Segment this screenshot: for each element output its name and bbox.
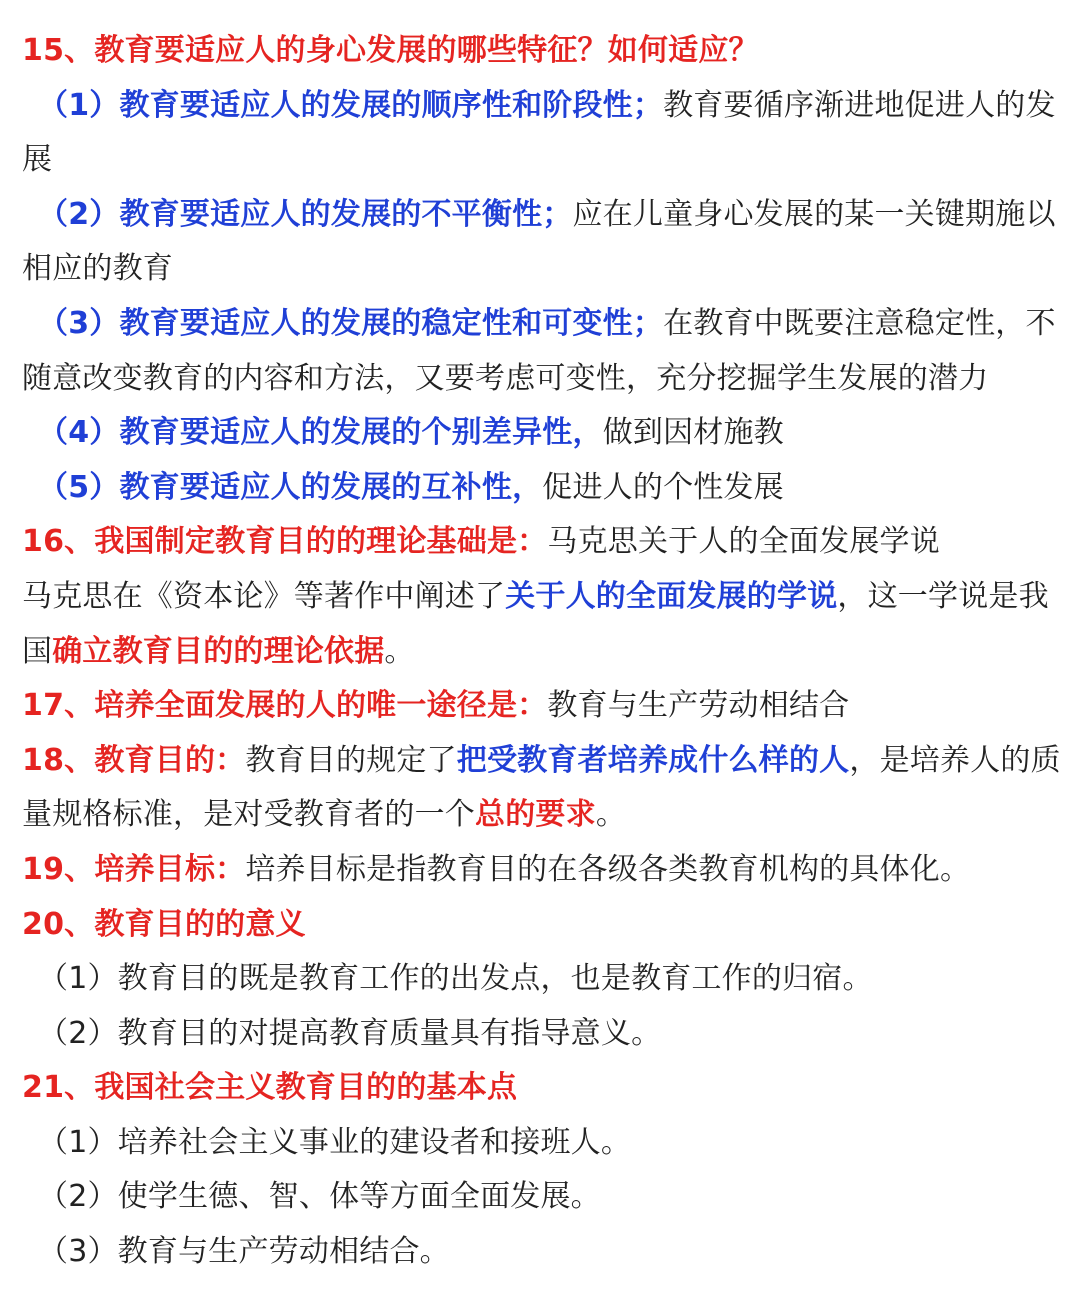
q21-heading xyxy=(22,1061,1062,1116)
q15-item-3-cont xyxy=(22,352,1062,407)
q15-item-2-text-cont: 相应的教育 xyxy=(22,251,173,287)
q19-text: 培养目标是指教育目的在各级各类教育机构的具体化。 xyxy=(245,851,971,887)
q15-item-3-text-cont: 随意改变教育的内容和方法，又要考虑可变性，充分挖掘学生发展的潜力 xyxy=(22,360,989,396)
q15-item-1-text: 教育要循序渐进地促进人的发 xyxy=(663,87,1056,123)
q18-key-phrase: 总的要求 xyxy=(475,797,596,833)
q15-item-5-text: 促进人的个性发展 xyxy=(542,469,784,505)
q16-heading xyxy=(22,515,1062,570)
q15-item-5 xyxy=(22,461,1062,516)
q17-heading xyxy=(22,679,1062,734)
list-item xyxy=(22,952,1062,1007)
q18-title: 18、教育目的： xyxy=(22,742,246,778)
q18-text-c: 量规格标准，是对受教育者的一个 xyxy=(22,797,475,833)
q20-title: 20、教育目的的意义 xyxy=(22,906,306,942)
q15-item-1-cont xyxy=(22,133,1062,188)
q15-item-2-cont xyxy=(22,242,1062,297)
q21-item-3: （3）教育与生产劳动相结合。 xyxy=(38,1234,450,1270)
q15-item-3-label: （3）教育要适应人的发展的稳定性和可变性； xyxy=(38,305,664,341)
q15-item-1 xyxy=(22,79,1062,134)
list-item xyxy=(22,1225,1062,1280)
study-notes xyxy=(22,24,1062,1280)
q18-text-a: 教育目的规定了 xyxy=(245,742,457,778)
q16-emphasis: 关于人的全面发展的学说 xyxy=(505,578,838,614)
q16-key-phrase: 确立教育目的的理论依据 xyxy=(52,633,385,669)
q18-paragraph-cont xyxy=(22,788,1062,843)
q15-heading xyxy=(22,24,1062,79)
q18-text-b: ，是培养人的质 xyxy=(849,742,1061,778)
q15-item-3-text: 在教育中既要注意稳定性，不 xyxy=(663,305,1056,341)
q19-heading xyxy=(22,843,1062,898)
q16-answer: 马克思关于人的全面发展学说 xyxy=(547,524,940,560)
q20-heading xyxy=(22,898,1062,953)
q20-item-1: （1）教育目的既是教育工作的出发点，也是教育工作的归宿。 xyxy=(38,961,873,997)
q15-item-2 xyxy=(22,188,1062,243)
q15-item-4-label: （4）教育要适应人的发展的个别差异性， xyxy=(38,415,603,451)
q18-heading xyxy=(22,734,1062,789)
q15-item-2-text: 应在儿童身心发展的某一关键期施以 xyxy=(572,196,1056,232)
q16-title: 16、我国制定教育目的的理论基础是： xyxy=(22,524,548,560)
list-item xyxy=(22,1116,1062,1171)
q16-paragraph xyxy=(22,570,1062,625)
q16-text-d: 。 xyxy=(384,633,415,669)
q17-title: 17、培养全面发展的人的唯一途径是： xyxy=(22,688,548,724)
q15-title: 15、教育要适应人的身心发展的哪些特征？如何适应？ xyxy=(22,33,759,68)
q16-paragraph-cont xyxy=(22,625,1062,680)
q15-item-1-label: （1）教育要适应人的发展的顺序性和阶段性； xyxy=(38,87,664,123)
q16-text-c: 国 xyxy=(22,633,53,669)
q21-title: 21、我国社会主义教育目的的基本点 xyxy=(22,1070,518,1106)
q20-item-2: （2）教育目的对提高教育质量具有指导意义。 xyxy=(38,1015,662,1051)
list-item xyxy=(22,1007,1062,1062)
q15-item-4 xyxy=(22,406,1062,461)
q15-item-1-text-cont: 展 xyxy=(22,142,53,178)
q21-item-1: （1）培养社会主义事业的建设者和接班人。 xyxy=(38,1124,632,1160)
q16-text-a: 马克思在《资本论》等著作中阐述了 xyxy=(22,578,506,614)
q15-item-2-label: （2）教育要适应人的发展的不平衡性； xyxy=(38,196,573,232)
q16-text-b: ，这一学说是我 xyxy=(837,578,1049,614)
q21-item-2: （2）使学生德、智、体等方面全面发展。 xyxy=(38,1179,601,1215)
q19-title: 19、培养目标： xyxy=(22,851,246,887)
q17-answer: 教育与生产劳动相结合 xyxy=(547,688,850,724)
q18-emphasis: 把受教育者培养成什么样的人 xyxy=(456,742,850,778)
q15-item-3 xyxy=(22,297,1062,352)
q15-item-5-label: （5）教育要适应人的发展的互补性， xyxy=(38,469,543,505)
q18-text-d: 。 xyxy=(595,797,627,833)
q15-item-4-text: 做到因材施教 xyxy=(602,415,784,451)
list-item xyxy=(22,1170,1062,1225)
